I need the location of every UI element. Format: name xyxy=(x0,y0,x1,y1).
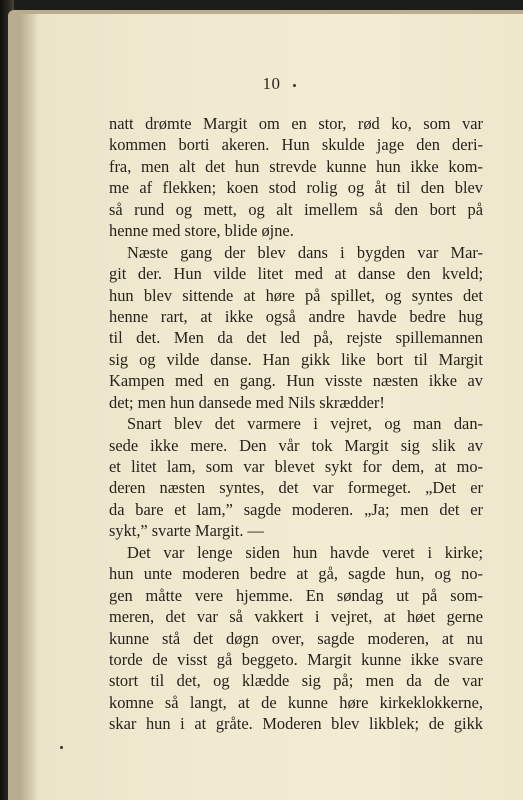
text-line: sede ikke mere. Den vår tok Margit sig slik av xyxy=(109,435,483,455)
paper-speck xyxy=(60,746,63,749)
text-line: hun blev sittende at høre på spillet, og syntes det xyxy=(109,285,483,305)
text-line: kunne stå det døgn over, sagde moderen, at nu xyxy=(109,628,483,648)
text-line: kommen borti akeren. Hun skulde jage den deri- xyxy=(109,135,483,155)
page-gutter-shadow xyxy=(20,14,38,800)
text-line: et litet lam, som var blevet sykt for dem, at mo- xyxy=(109,457,483,476)
text-line: Snart blev det varmere i vejret, og man dan- xyxy=(127,414,483,434)
body-text xyxy=(109,113,483,735)
text-line: meren, det var så vakkert i vejret, at høet gerne xyxy=(109,607,483,627)
text-line: da bare et lam,” sagde moderen. „Ja; men det er xyxy=(109,499,483,519)
text-line: deren næsten syntes, det var formeget. „Det er xyxy=(109,478,483,498)
text-line: torde de visst gå beggeto. Margit kunne ikke svare xyxy=(109,649,483,669)
text-line: det; men hun dansede med Nils skrædder! xyxy=(109,392,385,412)
text-line: til det. Men da det led på, rejste spillemannen xyxy=(109,328,483,348)
text-line: git der. Hun vilde litet med at danse den kveld; xyxy=(109,264,483,284)
text-line: Det var lenge siden hun havde veret i kirke; xyxy=(127,542,483,562)
text-line: sykt,” svarte Margit. — xyxy=(109,521,264,541)
book-page xyxy=(20,14,523,800)
text-line: sig og vilde danse. Han gikk like bort til Margit xyxy=(109,349,483,369)
text-line: hun unte moderen bedre at gå, sagde hun, og no- xyxy=(109,564,483,584)
text-line: Næste gang der blev dans i bygden var Mar- xyxy=(127,242,483,262)
text-line: stort til det, og klædde sig på; men da de var xyxy=(109,671,483,691)
text-line: henne med store, blide øjne. xyxy=(109,221,294,241)
text-line: me af flekken; koen stod rolig og åt til den blev xyxy=(109,178,483,198)
text-line: komne så langt, at de kunne høre kirkeklokkerne, xyxy=(109,692,483,712)
text-line: fra, men alt det hun strevde kunne hun ikke kom- xyxy=(109,156,483,176)
text-line: så rund og mett, og alt imellem så den bort på xyxy=(109,199,483,219)
text-line: Kampen med en gang. Hun visste næsten ikke av xyxy=(109,371,483,391)
text-line: gen måtte vere hjemme. En søndag ut på som- xyxy=(109,585,483,605)
text-line: skar hun i at gråte. Moderen blev likblek; de gikk xyxy=(109,714,483,734)
text-line: henne rart, at ikke også andre havde bedre hug xyxy=(109,306,483,326)
paper-speck xyxy=(293,84,296,87)
text-line: natt drømte Margit om en stor, rød ko, som var xyxy=(109,114,483,133)
page-number: 10 xyxy=(262,74,281,93)
